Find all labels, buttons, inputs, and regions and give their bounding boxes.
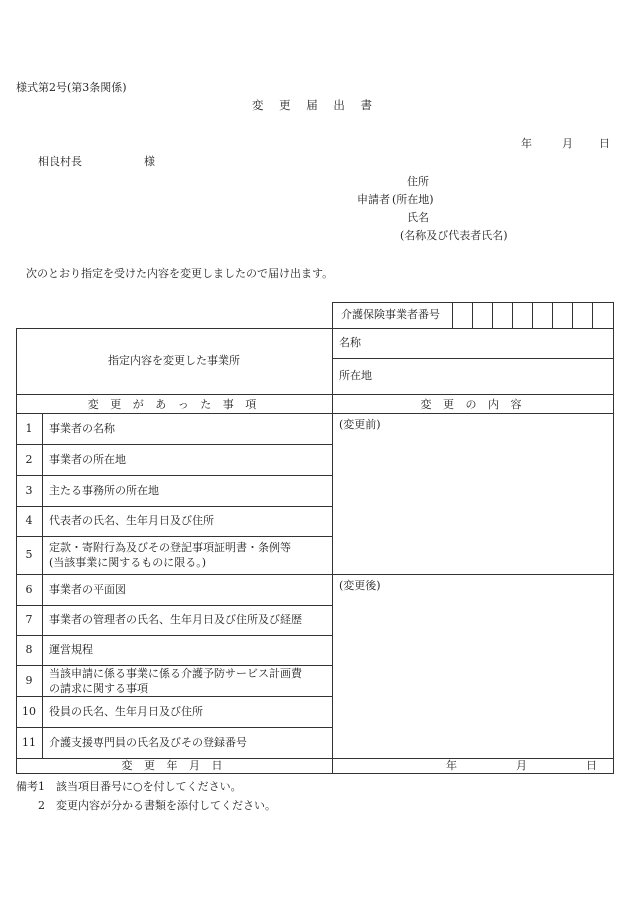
applicant-location-label: (所在地) bbox=[392, 193, 434, 206]
change-date-day: 日 bbox=[586, 759, 597, 772]
item-text: 代表者の氏名、生年月日及び住所 bbox=[49, 514, 214, 527]
item-text: 当該申請に係る事業に係る介護予防サービス計画費 bbox=[49, 667, 302, 680]
applicant-name-note: (名称及び代表者氏名) bbox=[400, 229, 508, 242]
office-name-label: 名称 bbox=[339, 336, 361, 349]
change-date-year: 年 bbox=[446, 759, 457, 772]
form-number: 様式第2号(第3条関係) bbox=[16, 81, 127, 94]
change-form-table bbox=[16, 302, 614, 774]
item-text-line2: (当該事業に関するものに限る。) bbox=[49, 556, 207, 569]
office-location-label: 所在地 bbox=[339, 369, 372, 382]
item-text: 主たる事務所の所在地 bbox=[49, 484, 159, 497]
item-text: 事業者の平面図 bbox=[49, 583, 126, 596]
note-2: 2 変更内容が分かる書類を添付してください。 bbox=[38, 799, 276, 812]
addressee bbox=[38, 156, 155, 167]
item-number: 7 bbox=[25, 613, 33, 626]
date-day-label: 日 bbox=[599, 137, 610, 150]
item-number: 5 bbox=[25, 548, 33, 561]
item-number: 1 bbox=[25, 422, 33, 435]
submission-date bbox=[521, 138, 610, 149]
item-text: 定款・寄附行為及びその登記事項証明書・条例等 bbox=[49, 541, 291, 554]
insurance-number-label: 介護保険事業者番号 bbox=[341, 308, 440, 321]
item-number: 8 bbox=[25, 643, 33, 656]
item-number: 3 bbox=[25, 484, 33, 497]
item-number: 9 bbox=[25, 674, 33, 687]
item-text: 運営規程 bbox=[49, 643, 93, 656]
item-text: 介護支援専門員の氏名及びその登録番号 bbox=[49, 736, 247, 749]
item-text: 役員の氏名、生年月日及び住所 bbox=[49, 705, 203, 718]
item-text: 事業者の管理者の氏名、生年月日及び住所及び経歴 bbox=[49, 613, 302, 626]
item-number: 10 bbox=[22, 705, 36, 718]
date-month-label: 月 bbox=[562, 137, 573, 150]
applicant-name-label: 氏名 bbox=[407, 211, 429, 224]
change-date-label: 変 更 年 月 日 bbox=[121, 759, 227, 772]
office-label: 指定内容を変更した事業所 bbox=[108, 354, 240, 367]
addressee-name: 相良村長 bbox=[38, 155, 82, 168]
note-1: 備考1 該当項目番号に○を付してください。 bbox=[16, 780, 242, 793]
applicant-address-label: 住所 bbox=[407, 175, 429, 188]
item-number: 2 bbox=[25, 453, 33, 466]
addressee-suffix: 様 bbox=[144, 155, 155, 168]
before-label: (変更前) bbox=[339, 418, 381, 431]
item-text: 事業者の所在地 bbox=[49, 453, 126, 466]
document-title: 変 更 届 出 書 bbox=[251, 98, 379, 112]
item-number: 4 bbox=[25, 514, 33, 527]
item-number: 11 bbox=[22, 736, 36, 749]
changed-items-header: 変 更 が あ っ た 事 項 bbox=[87, 398, 261, 411]
applicant-label: 申請者 bbox=[357, 193, 390, 206]
intro-text: 次のとおり指定を受けた内容を変更しましたので届け出ます。 bbox=[26, 267, 334, 280]
item-text: 事業者の名称 bbox=[49, 422, 115, 435]
item-number: 6 bbox=[25, 583, 33, 596]
date-year-label: 年 bbox=[521, 137, 532, 150]
item-text-line2: の請求に関する事項 bbox=[49, 682, 148, 695]
change-content-header: 変 更 の 内 容 bbox=[420, 398, 526, 411]
after-label: (変更後) bbox=[339, 579, 381, 592]
change-date-month: 月 bbox=[516, 759, 527, 772]
